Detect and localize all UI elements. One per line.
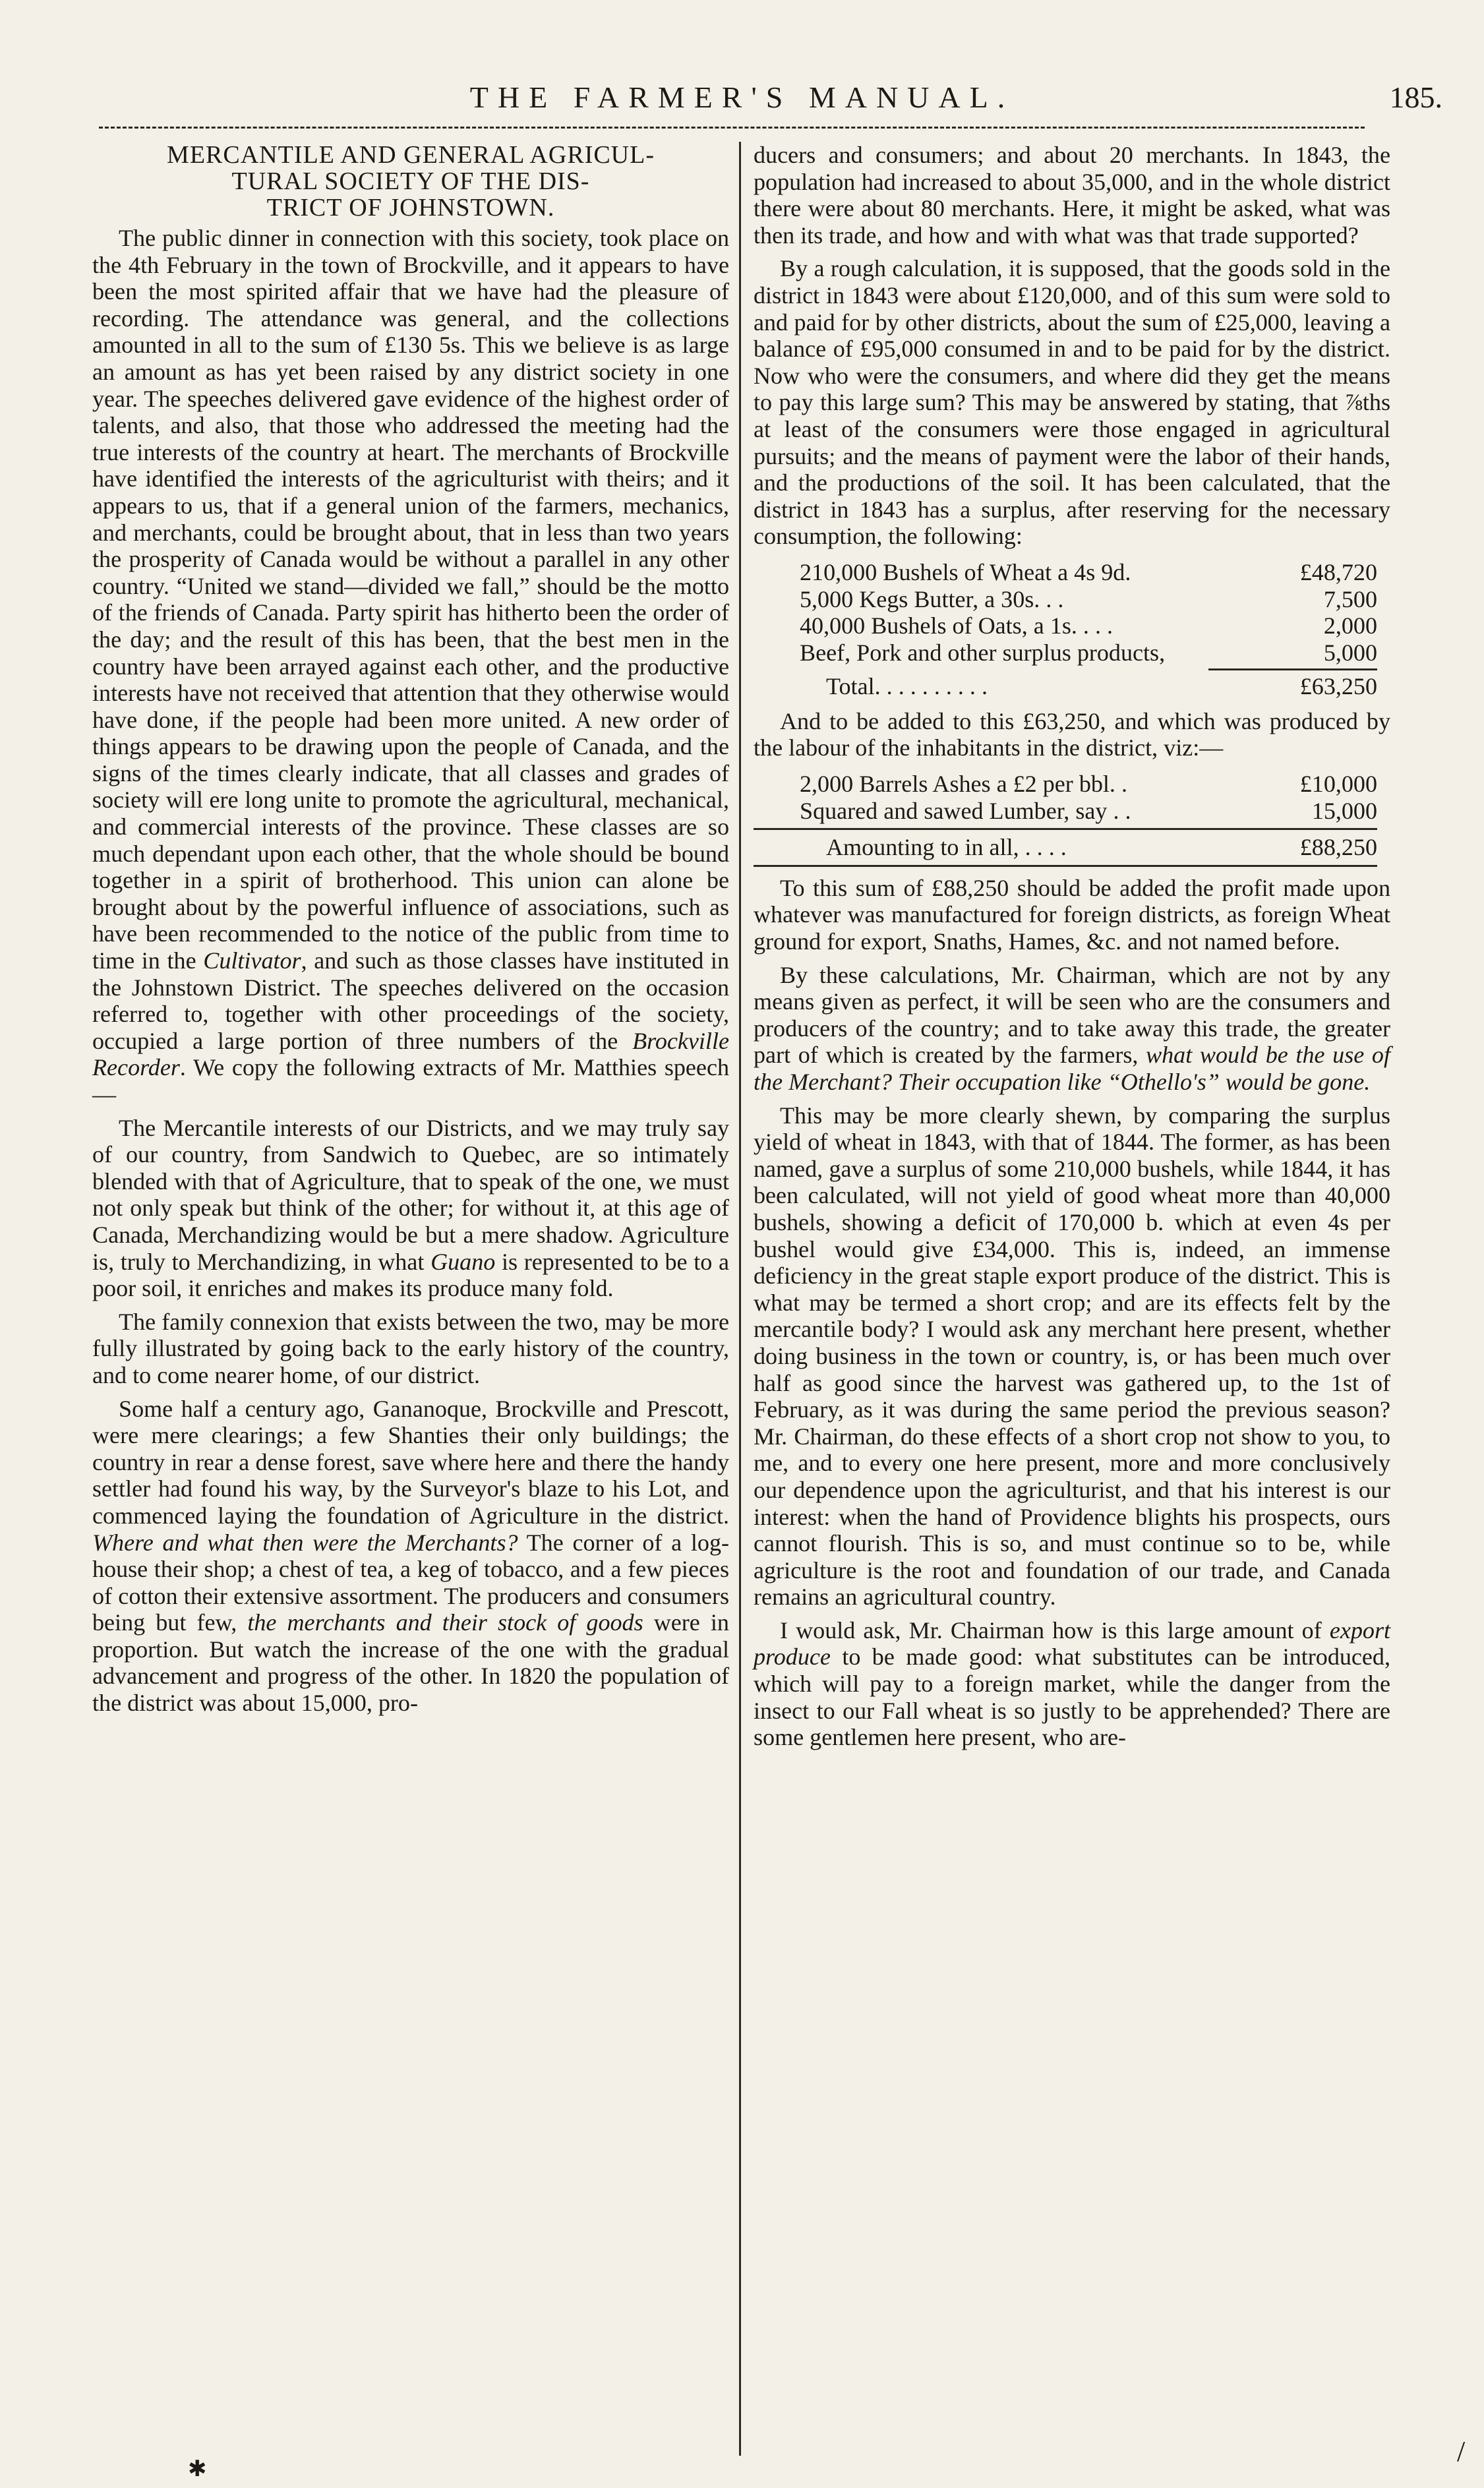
row-amount: £48,720 [1299,558,1377,585]
paragraph-profit: To this sum of £88,250 should be added the profit made upon whatever was manufactured for foreign districts, as foreign Wheat ground for export, Snaths, Hames, &c. and not named before. [754,874,1390,955]
column-divider [739,142,741,2456]
row-desc: 210,000 Bushels of Wheat a 4s 9d. [800,558,1131,585]
right-column [754,142,1390,1758]
paragraph-history [92,1396,729,1717]
paragraph-text: The corner of a log-house their shop; a chest of tea, a keg of tobacco, and a few pieces of cotton their extensive assortment. The producers and consumers being but few, [92,1529,730,1636]
row-desc: 2,000 Barrels Ashes a £2 per bbl. . [800,771,1127,798]
total-row [754,673,1390,700]
row-amount: 5,000 [1323,639,1377,666]
margin-slash-mark: / [1457,2435,1466,2468]
bottom-stamp-mark: ✱ [188,2457,207,2481]
table-row [754,798,1390,825]
running-title: THE FARMER'S MANUAL. [469,80,1015,114]
paragraph-continued: ducers and consumers; and about 20 merchants. In 1843, the population had increased to about 35,000, and in the whole district there were about 80 merchants. Here, it might be asked, what was then its trade, and how and with what was that trade supported? [754,142,1390,249]
paragraph-text: , and such as those classes have instituted in the Johnstown District. The speeches delivered on the occasion referred to, together with other proceedings of the society, occupied a large portion of three numbers of the [92,947,729,1054]
total-amount: £63,250 [1299,673,1377,700]
paragraph-text: By these calculations, Mr. Chairman, which are not by any means given as perfect, it will be seen who are the consumers and producers of the country; and to take away this trade, the greater part of which is created by the farmers, [754,961,1390,1069]
paragraph-calculation: By a rough calculation, it is supposed, that the goods sold in the district in 1843 were about £120,000, and of this sum were sold to and paid for by other districts, about the sum of £25,000, leaving a balance of £95,000 consumed in and to be paid for by the district. Now who were the consumers, and where did they get the means to pay this large sum? This may be answered by stating, that ⅞ths at least of the consumers were those engaged in agricultural pursuits; and the means of payment were the labor of their hands, and the productions of the soil. It has been calculated, that the district in 1843 has a surplus, after reserving for the necessary consumption, the following: [754,255,1390,550]
total-row [754,834,1390,861]
table-row [754,586,1390,613]
recorder-italic: Brockville Recorder [92,1027,729,1081]
left-column [92,142,729,1723]
table-row [754,612,1390,639]
table-row [754,771,1390,798]
paragraph-added: And to be added to this £63,250, and which was produced by the labour of the inhabitants in the district, viz:— [754,707,1390,761]
row-amount: 2,000 [1323,612,1377,639]
row-amount: 15,000 [1311,797,1377,824]
article-title-line-3: TRICT OF JOHNSTOWN. [266,194,555,222]
article-title-line-1: MERCANTILE AND GENERAL AGRICUL- [167,141,655,169]
labour-table [754,771,1390,867]
row-desc: Squared and sawed Lumber, say . . [800,797,1131,824]
row-desc: 5,000 Kegs Butter, a 30s. . . [800,585,1064,612]
cultivator-italic: Cultivator [203,947,301,974]
row-desc: Beef, Pork and other surplus products, [800,639,1166,666]
total-amount: £88,250 [1299,834,1377,861]
paragraph-text: The Mercantile interests of our Districts, and we may truly say of our country, from Sandwich to Quebec, are so intimately blended with that of Agriculture, that to speak of the one, we must not only speak but think of the other; for without it, at this age of Canada, Merchandizing would be but a mere shadow. Agriculture is, truly to Merchandizing, in what [92,1114,729,1275]
paragraph-family: The family connexion that exists between the two, may be more fully illustrated by going back to the early history of the country, and to come nearer home, of our district. [92,1308,729,1388]
paragraph-chairman [754,962,1390,1096]
paragraph-text: The public dinner in connection with this society, took place on the 4th February in the town of Brockville, and it appears to have been the most spirited affair that we have had the pleasure of recording. The attendance was general, and the collections amounted in all to the sum of £130 5s. This we believe is as large an amount as has yet been raised by any district society in one year. The speeches delivered gave evidence of the highest order of talents, and also, that those who addressed the meeting had the true interests of the country at heart. The merchants of Brockville have identified the interests of the agriculturist with theirs; and it appears to us, that if a general union of the farmers, mechanics, and merchants, could be brought about, that in less than two years the prosperity of Canada would be without a parallel in any other country. “United we stand—divided we fall,” should be the motto of the friends of Canada. Party spirit has hitherto been the order of the day; and the result of this has been, that the best men in the country have been arrayed against each other, and the productive interests have not received that attention that they otherwise would have done, if the people had been more united. A new order of things appears to be drawing upon the people of Canada, and the signs of the times clearly indicate, that all classes and grades of society will ere long unite to promote the agricultural, mechanical, and commercial interests of the province. These classes are so much dependant upon each other, that the whole should be bound together in a spirit of brotherhood. This union can alone be brought about by the powerful influence of associations, such as have been recommended to the notice of the public from time to time in the [92,225,729,974]
surplus-table [754,559,1390,700]
row-amount: £10,000 [1299,771,1377,798]
total-label: Total. . . . . . . . . . [826,673,988,700]
paragraph-comparison: This may be more clearly shewn, by comparing the surplus yield of wheat in 1843, with that of 1844. The former, as has been named, gave a surplus of some 210,000 bushels, while 1844, it has been calculated, will not yield of good wheat more than 40,000 bushels, showing a deficit of 170,000 b. which at even 4s per bushel would give £34,000. This is, indeed, an immense deficiency in the great staple export produce of the district. This is what may be termed a short crop; and are its effects felt by the mercantile body? I would ask any merchant here present, whether doing business in the town or country, is, or has been much over half as good since the harvest was gathered up, to the 1st of February, as it was during the same period the previous season? Mr. Chairman, do these effects of a short crop not show to you, to me, and to every one here present, more and more conclusively our dependence upon the agriculturist, and that his interest is our interest: when the hand of Providence blights his prospects, ours cannot flourish. This is so, and must continue so to be, while agriculture is the root and foundation of our trade, and Canada remains an agricultural country. [754,1102,1390,1611]
table-row [754,639,1390,666]
paragraph-text: Some half a century ago, Gananoque, Brockville and Prescott, were mere clearings; a few Shanties their only buildings; the country in rear a dense forest, save where here and there the handy settler had found his way, by the Surveyor's blaze to his Lot, and commenced laying the foundation of Agriculture in the district. [92,1395,729,1529]
paragraph-intro [92,225,729,1108]
merchants-question-italic: Where and what then were the Merchants? [92,1529,518,1556]
header-rule [99,127,1365,129]
page-number: 185. [1389,80,1442,114]
sum-rule [1208,668,1377,670]
paragraph-mercantile [92,1115,729,1302]
table-row [754,559,1390,586]
guano-italic: Guano [430,1248,496,1275]
paragraph-text: I would ask, Mr. Chairman how is this large amount of [780,1616,1322,1644]
paragraph-text: were in proportion. But watch the increase of the one with the gradual advancement and progress of the other. In 1820 the population of the district was about 15,000, pro- [92,1609,729,1717]
sum-rule [754,828,1377,830]
stock-italic: the merchants and their stock of goods [247,1609,643,1636]
paragraph-export [754,1617,1390,1751]
row-amount: 7,500 [1323,585,1377,612]
total-label: Amounting to in all, . . . . [826,834,1067,861]
export-italic: export produce [754,1616,1391,1671]
paragraph-text: is represented to be to a poor soil, it enriches and makes its produce many fold. [92,1248,729,1302]
page-header [0,78,1484,125]
sum-rule [754,865,1377,867]
article-title [92,142,729,221]
row-desc: 40,000 Bushels of Oats, a 1s. . . . [800,612,1113,639]
paragraph-text: . We copy the following extracts of Mr. Matthies speech— [92,1054,729,1108]
paragraph-text: to be made good: what substitutes can be introduced, which will pay to a foreign market, while the danger from the insect to our Fall wheat is so justly to be apprehended? There are some gentlemen here present, who are- [754,1644,1390,1751]
merchant-italic: what would be the use of the Merchant? Their occupation like “Othello's” would be gone. [754,1042,1390,1095]
article-title-line-2: TURAL SOCIETY OF THE DIS- [231,167,590,195]
